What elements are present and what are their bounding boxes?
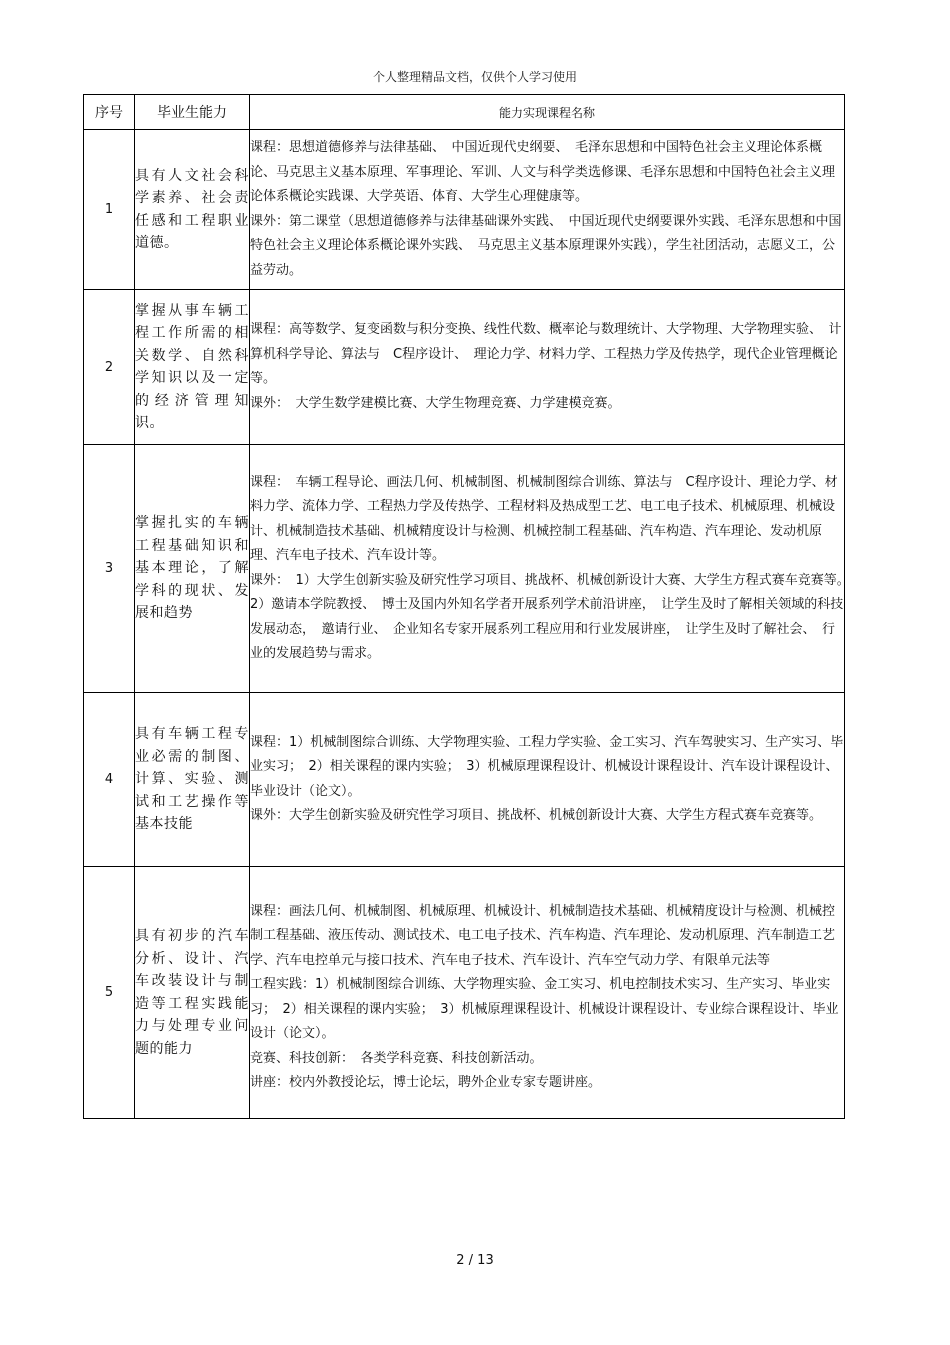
table-row [84,130,845,290]
row-number: 1 [84,130,135,290]
course-paragraph: 课程：画法几何、机械制图、机械原理、机械设计、机械制造技术基础、机械精度设计与检测、机械控制工程基础、液压传动、测试技术、电工电子技术、汽车构造、汽车理论、发动机原理、汽车制造工艺学、汽车电控单元与接口技术、汽车电子技术、汽车设计、汽车空气动力学、有限单元法等 [250,903,836,968]
course-paragraph: 工程实践：1）机械制图综合训练、大学物理实验、金工实习、机电控制技术实习、生产实习、毕业实习； 2）相关课程的课内实验； 3）机械原理课程设计、机械设计课程设计、专业综合课程设计、毕业设计（论文）。 [250,977,839,1041]
ability-cell: 具有人文社会科学素养、社会责任感和工程职业道德。 [135,130,250,290]
header-courses: 能力实现课程名称 [250,95,845,130]
table-header-row [84,95,845,130]
row-number: 4 [84,693,135,867]
course-paragraph: 课程：高等数学、复变函数与积分变换、线性代数、概率论与数理统计、大学物理、大学物理实验、 计算机科学导论、算法与 C程序设计、 理论力学、材料力学、工程热力学及传热学，现代企业管理概论等。 [250,322,842,386]
row-number: 3 [84,445,135,693]
course-paragraph: 课外：大学生创新实验及研究性学习项目、挑战杯、机械创新设计大赛、大学生方程式赛车竞赛等。 [250,808,823,823]
table-row [84,867,845,1119]
ability-cell: 掌握扎实的车辆工程基础知识和基本理论，了解学科的现状、发展和趋势 [135,445,250,693]
row-number: 2 [84,290,135,445]
ability-cell: 掌握从事车辆工程工作所需的相关数学、自然科学知识以及一定的经济管理知识。 [135,290,250,445]
abilities-table [83,94,857,1119]
ability-cell: 具有车辆工程专业必需的制图、计算、实验、测试和工艺操作等基本技能 [135,693,250,867]
course-paragraph: 课外： 1）大学生创新实验及研究性学习项目、挑战杯、机械创新设计大赛、大学生方程式赛车竞赛等。 2）邀请本学院教授、 博士及国内外知名学者开展系列学术前沿讲座， 让学生及时了解相关领域的科技发展动态， 邀请行业、 企业知名专家开展系列工程应用和行业发展讲座， 让学生及时了解社会、 行业的发展趋势与需求。 [250,572,857,661]
courses-cell [250,130,845,290]
header-ability: 毕业生能力 [135,95,250,130]
course-paragraph: 竞赛、科技创新： 各类学科竞赛、科技创新活动。 [250,1050,543,1066]
header-index: 序号 [84,95,135,130]
course-paragraph: 课程： 车辆工程导论、画法几何、机械制图、机械制图综合训练、算法与 C程序设计、理论力学、材料力学、流体力学、工程热力学及传热学、工程材料及热成型工艺、电工电子技术、机械原理、机械设计、机械制造技术基础、机械精度设计与检测、机械控制工程基础、汽车构造、汽车理论、发动机原理、汽车电子技术、汽车设计等。 [250,474,838,563]
course-paragraph: 课外： 大学生数学建模比赛、大学生物理竞赛、力学建模竞赛。 [250,395,621,411]
courses-cell [250,867,845,1119]
table-row [84,693,845,867]
row-number: 5 [84,867,135,1119]
table-row [84,290,845,445]
course-paragraph: 讲座：校内外教授论坛，博士论坛，聘外企业专家专题讲座。 [250,1075,602,1090]
table-row [84,445,845,693]
ability-cell: 具有初步的汽车分析、设计、汽车改装设计与制造等工程实践能力与处理专业问题的能力 [135,867,250,1119]
course-paragraph: 课程：1）机械制图综合训练、大学物理实验、工程力学实验、金工实习、汽车驾驶实习、生产实习、毕业实习； 2）相关课程的课内实验； 3）机械原理课程设计、机械设计课程设计、汽车设计课程设计、毕业设计（论文）。 [250,734,844,799]
courses-cell [250,693,845,867]
course-paragraph: 课外：第二课堂（思想道德修养与法律基础课外实践、 中国近现代史纲要课外实践、毛泽东思想和中国特色社会主义理论体系概论课外实践、 马克思主义基本原理课外实践），学生社团活动，志愿义工，公益劳动。 [250,213,842,278]
courses-cell [250,445,857,693]
page-number: 2 / 13 [456,1253,494,1268]
page-header-note: 个人整理精品文档，仅供个人学习使用 [372,70,577,84]
courses-cell [250,290,845,445]
course-paragraph: 课程：思想道德修养与法律基础、 中国近现代史纲要、 毛泽东思想和中国特色社会主义理论体系概论、马克思主义基本原理、军事理论、军训、人文与科学类选修课、毛泽东思想和中国特色社会主义理论体系概论实践课、大学英语、体育、大学生心理健康等。 [250,140,836,204]
